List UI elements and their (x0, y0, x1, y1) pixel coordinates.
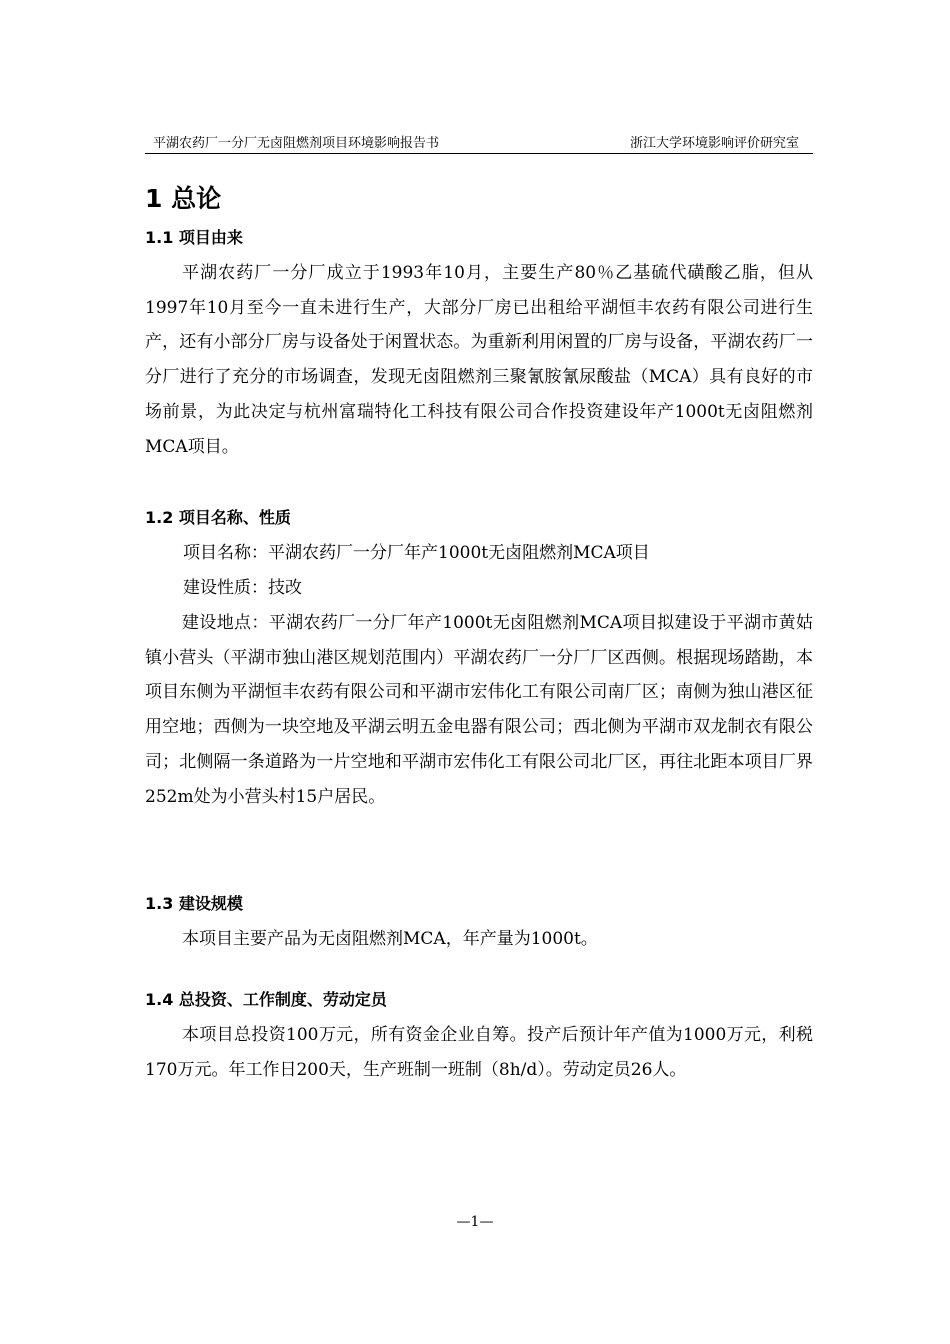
section-1-1-paragraph: 平湖农药厂一分厂成立于1993年10月，主要生产80％乙基硫代磺酸乙脂，但从1997年10月至今一直未进行生产，大部分厂房已出租给平湖恒丰农药有限公司进行生产，还有小部分厂房与设备处于闲置状态。为重新利用闲置的厂房与设备，平湖农药厂一分厂进行了充分的市场调查，发现无卤阻燃剂三聚氰胺氰尿酸盐（MCA）具有良好的市场前景，为此决定与杭州富瑞特化工科技有限公司合作投资建设年产1000t无卤阻燃剂MCA项目。 (145, 263, 813, 457)
section-1-3-paragraph: 本项目主要产品为无卤阻燃剂MCA，年产量为1000t。 (182, 929, 598, 949)
section-1-4-paragraph: 本项目总投资100万元，所有资金企业自筹。投产后预计年产值为1000万元，利税170万元。年工作日200天，生产班制一班制（8h/d）。劳动定员26人。 (145, 1025, 813, 1080)
header-organization: 浙江大学环境影响评价研究室 (629, 136, 799, 151)
chapter-title: 1 总论 (145, 184, 222, 213)
section-heading-1-2: 1.2 项目名称、性质 (145, 508, 291, 527)
project-name-line: 项目名称：平湖农药厂一分厂年产1000t无卤阻燃剂MCA项目 (183, 543, 650, 563)
project-location-paragraph: 建设地点：平湖农药厂一分厂年产1000t无卤阻燃剂MCA项目拟建设于平湖市黄姑镇小营头（平湖市独山港区规划范围内）平湖农药厂一分厂厂区西侧。根据现场踏勘，本项目东侧为平湖恒丰农药有限公司和平湖市宏伟化工有限公司南厂区；南侧为独山港区征用空地；西侧为一块空地及平湖云明五金电器有限公司；西北侧为平湖市双龙制衣有限公司；北侧隔一条道路为一片空地和平湖市宏伟化工有限公司北厂区，再往北距本项目厂界252m处为小营头村15户居民。 (145, 613, 813, 807)
section-heading-1-3: 1.3 建设规模 (145, 894, 243, 913)
section-heading-1-1: 1.1 项目由来 (145, 228, 243, 247)
project-nature-line: 建设性质：技改 (183, 578, 302, 598)
page-number: —1— (456, 1214, 494, 1230)
header-document-title: 平湖农药厂一分厂无卤阻燃剂项目环境影响报告书 (153, 136, 440, 151)
page-header (145, 136, 813, 154)
section-heading-1-4: 1.4 总投资、工作制度、劳动定员 (145, 990, 387, 1009)
